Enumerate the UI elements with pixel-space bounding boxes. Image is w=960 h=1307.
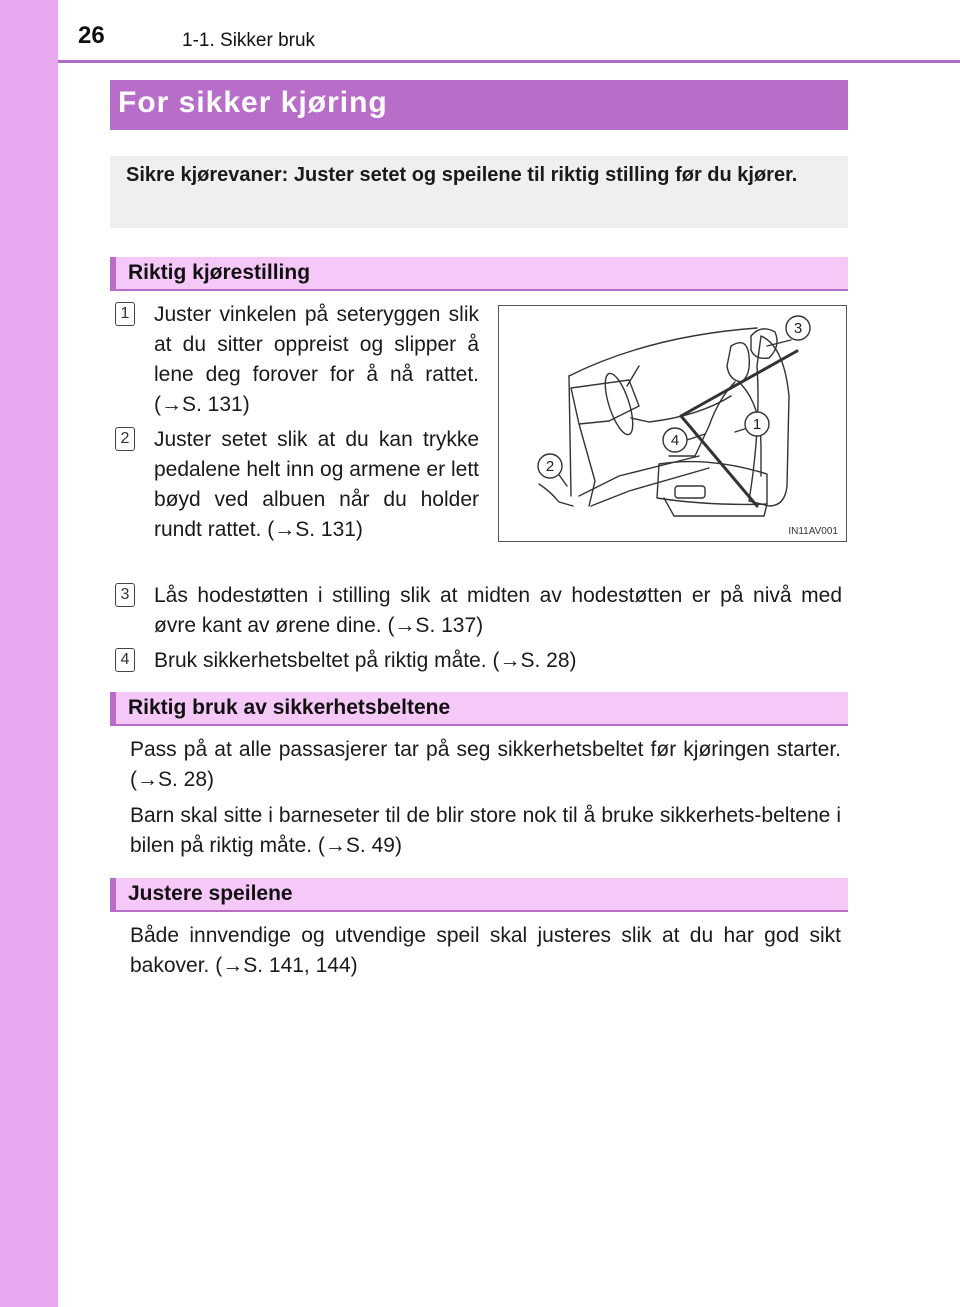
list-item-text: Bruk sikkerhetsbeltet på riktig måte. (→S. 28) xyxy=(154,649,577,672)
page-title: For sikker kjøring xyxy=(118,86,388,119)
body-paragraph: Pass på at alle passasjerer tar på seg sikkerhetsbeltet før kjøringen starter. (→S. 28) xyxy=(130,738,841,791)
driver-seat-illustration xyxy=(499,306,845,540)
section-heading-mirrors xyxy=(110,878,848,912)
item-number-badge: 3 xyxy=(115,583,135,607)
callout-1: 1 xyxy=(752,416,762,433)
callout-2: 2 xyxy=(545,458,555,475)
intro-text: Sikre kjørevaner: Juster setet og speilene til riktig stilling før du kjører. xyxy=(126,164,798,186)
header-divider xyxy=(58,60,960,63)
page-number: 26 xyxy=(78,22,105,49)
section-heading-label: Riktig bruk av sikkerhetsbeltene xyxy=(128,696,451,719)
body-paragraph: Både innvendige og utvendige speil skal justeres slik at du har god sikt bakover. (→S. 141, 144) xyxy=(130,924,841,977)
list-item-text: Juster vinkelen på seteryggen slik at du sitter oppreist og slipper å lene deg forover for å nå rattet. (→S. 131) xyxy=(154,303,479,416)
body-paragraph: Barn skal sitte i barneseter til de blir store nok til å bruke sikkerhets-beltene i bilen på riktig måte. (→S. 49) xyxy=(130,804,841,857)
figure-code: IN11AV001 xyxy=(788,526,838,537)
side-tab-strip xyxy=(0,0,58,1307)
section-heading-driving-position xyxy=(110,257,848,291)
callout-4: 4 xyxy=(670,432,680,449)
section-heading-label: Justere speilene xyxy=(128,882,293,905)
section-heading-label: Riktig kjørestilling xyxy=(128,261,311,284)
intro-box xyxy=(110,156,848,228)
list-item-text: Lås hodestøtten i stilling slik at midten av hodestøtten er på nivå med øvre kant av ørene dine. (→S. 137) xyxy=(154,584,842,637)
item-number-badge: 2 xyxy=(115,427,135,451)
item-number-badge: 4 xyxy=(115,648,135,672)
chapter-label: 1-1. Sikker bruk xyxy=(182,30,316,51)
callout-3: 3 xyxy=(793,320,803,337)
page-title-bar xyxy=(110,80,848,130)
driving-position-figure xyxy=(498,305,847,542)
section-heading-seatbelts xyxy=(110,692,848,726)
item-number-badge: 1 xyxy=(115,302,135,326)
list-item-text: Juster setet slik at du kan trykke pedalene helt inn og armene er lett bøyd ved albuen når du holder rundt rattet. (→S. 131) xyxy=(154,428,479,541)
